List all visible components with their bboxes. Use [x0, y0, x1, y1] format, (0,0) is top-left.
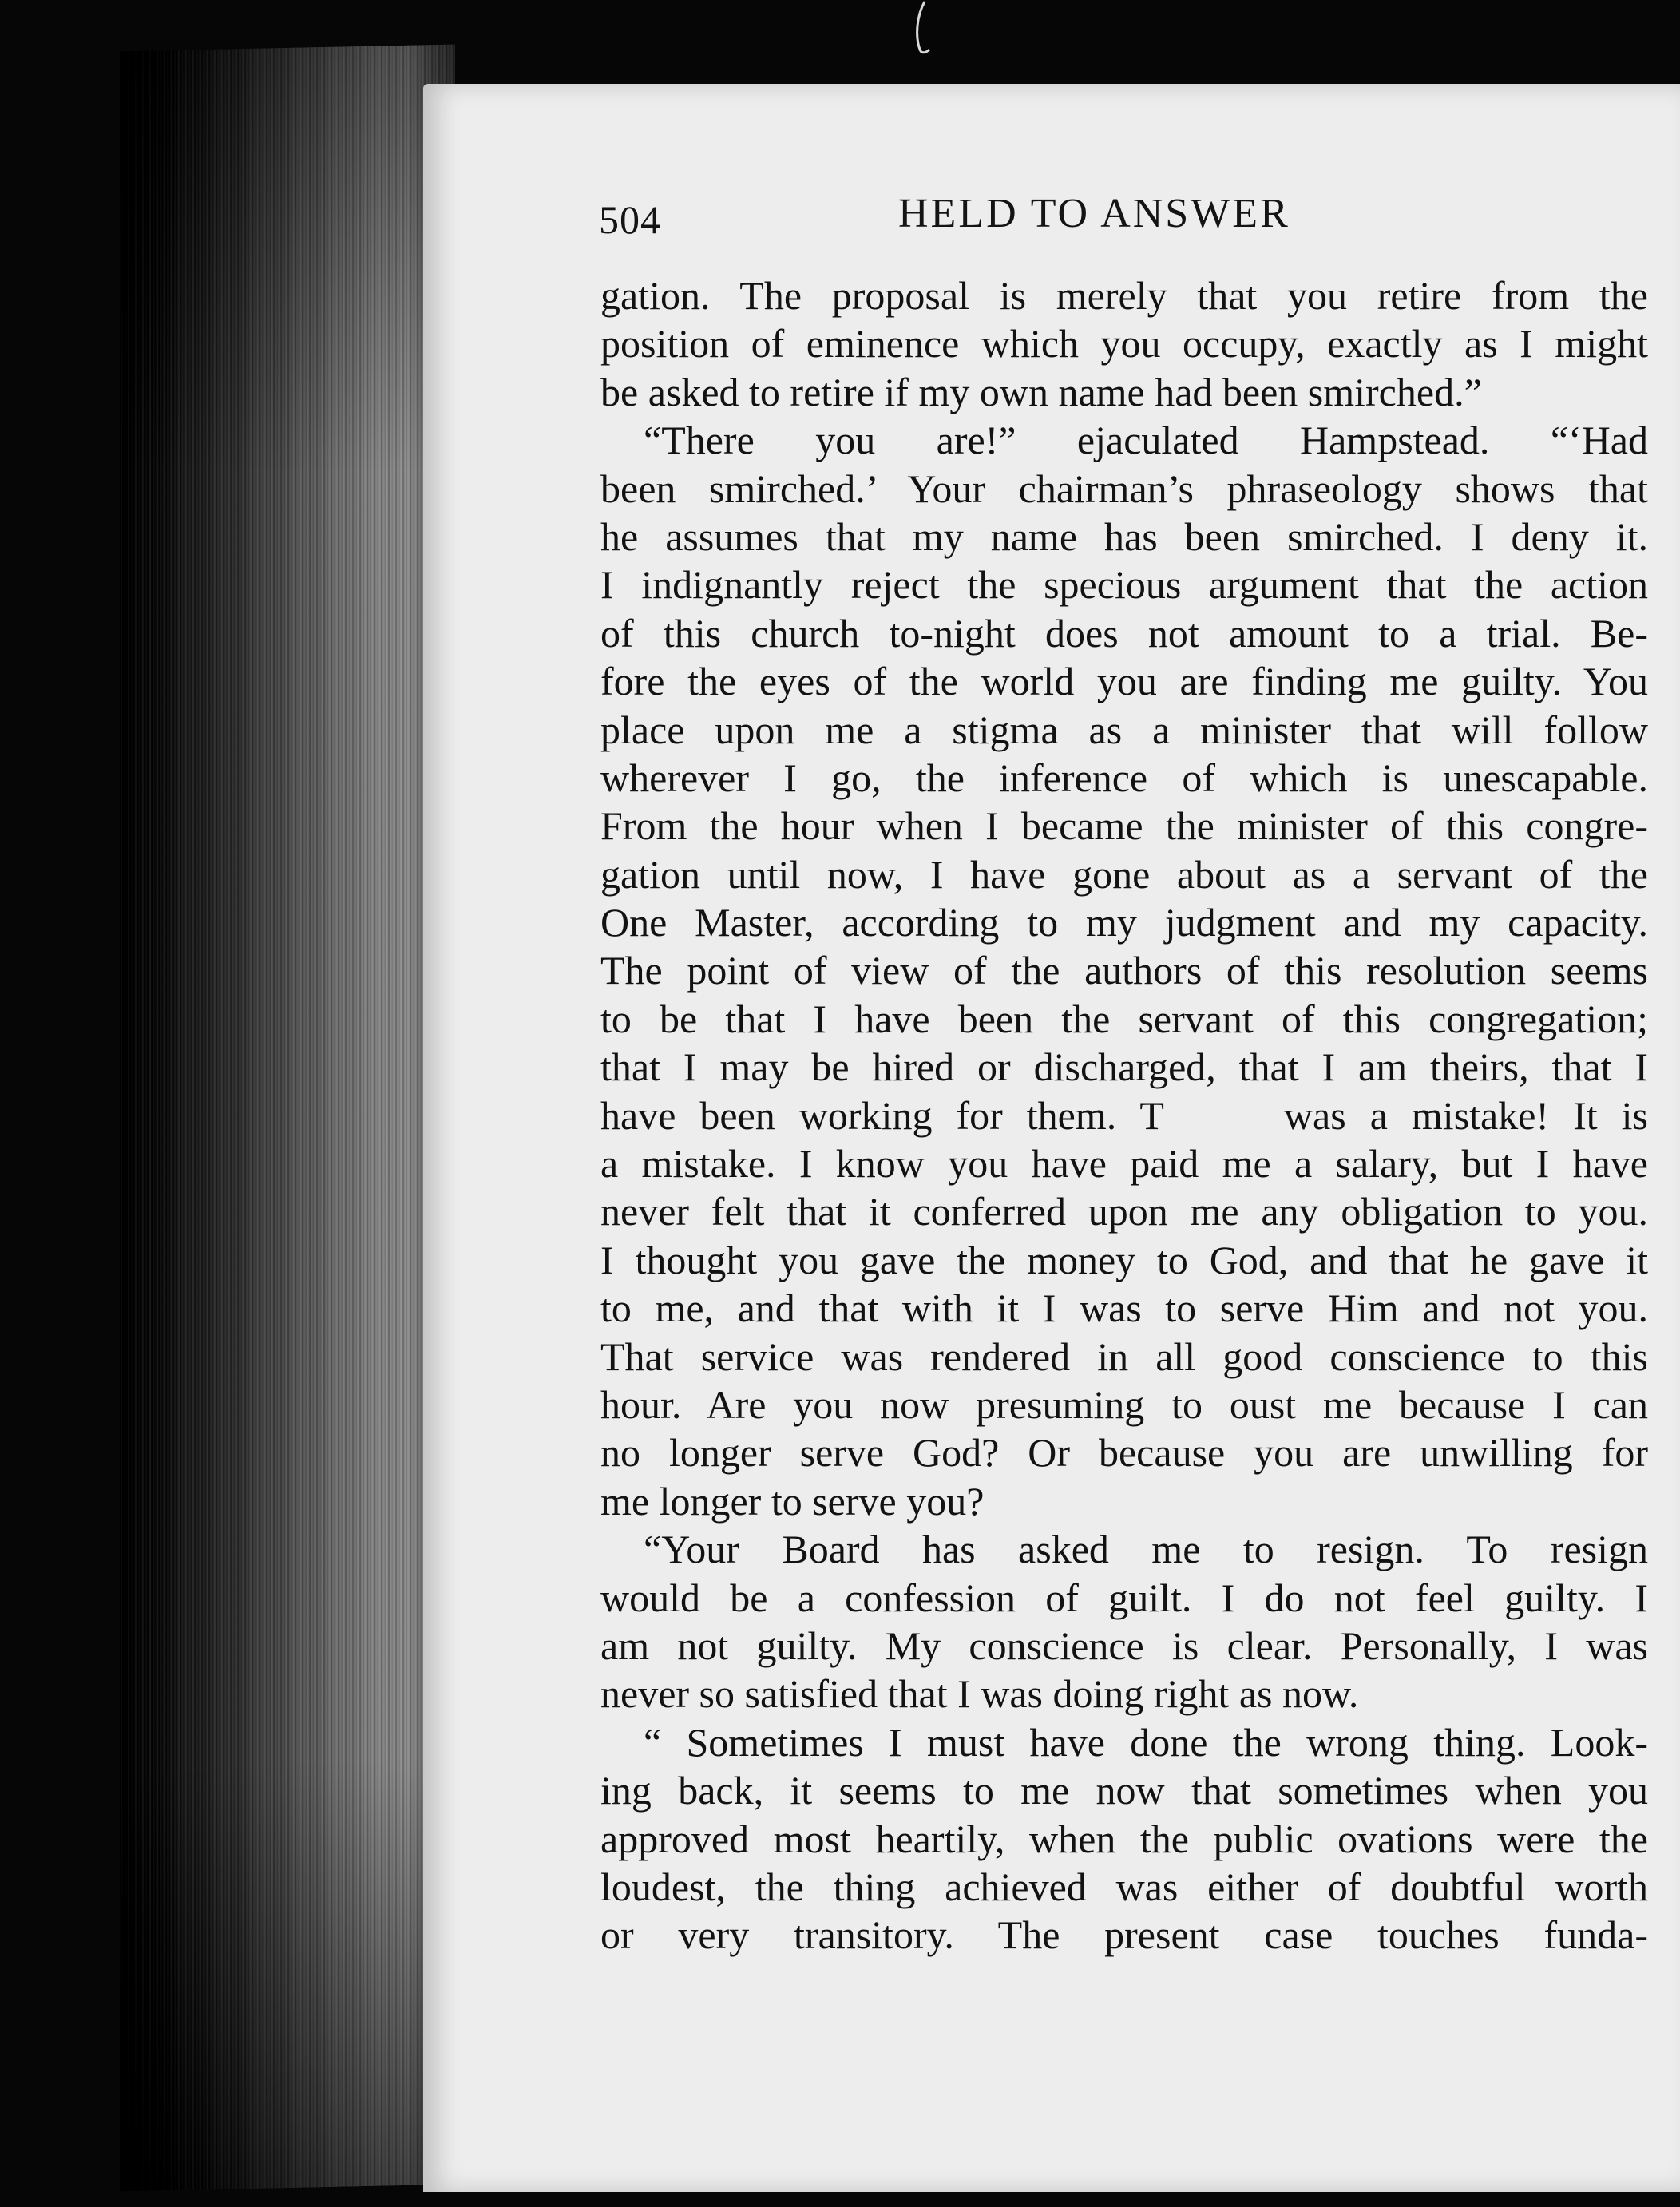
- text-line: to me, and that with it I was to serve Him and not you.: [600, 1286, 1648, 1331]
- text-line: have been working for them. T was a mistake! It is: [600, 1092, 1648, 1138]
- text-line: gation until now, I have gone about as a servant of the: [600, 851, 1648, 897]
- text-line: approved most heartily, when the public ovations were the: [600, 1816, 1648, 1861]
- text-line: loudest, the thing achieved was either of doubtful worth: [600, 1864, 1648, 1909]
- text-line: position of eminence which you occupy, exactly as I might: [600, 321, 1648, 367]
- text-line: That service was rendered in all good conscience to this: [600, 1333, 1648, 1379]
- text-line: wherever I go, the inference of which is unescapable.: [600, 755, 1648, 800]
- page-header: [599, 190, 1477, 246]
- text-line: no longer serve God? Or because you are unwilling for: [600, 1430, 1648, 1476]
- text-line: or very transitory. The present case touches funda-: [600, 1912, 1648, 1958]
- text-line: never felt that it conferred upon me any obligation to you.: [600, 1189, 1648, 1234]
- text-line: been smirched.’ Your chairman’s phraseology shows that: [600, 466, 1648, 511]
- text-line: would be a confession of guilt. I do not feel guilty. I: [600, 1575, 1648, 1620]
- page-number: 504: [599, 197, 661, 242]
- text-line: am not guilty. My conscience is clear. Personally, I was: [600, 1623, 1648, 1668]
- text-line: never so satisfied that I was doing right as now.: [600, 1671, 1359, 1717]
- text-line: I indignantly reject the specious argument that the action: [600, 562, 1648, 608]
- text-line: fore the eyes of the world you are finding me guilty. You: [600, 659, 1648, 704]
- pen-mark: [910, 0, 934, 64]
- text-line: be asked to retire if my own name had been smirched.”: [600, 369, 1482, 414]
- text-line: I thought you gave the money to God, and that he gave it: [600, 1237, 1648, 1282]
- text-line: hour. Are you now presuming to oust me because I can: [600, 1381, 1648, 1427]
- text-line: The point of view of the authors of this resolution seems: [600, 948, 1648, 993]
- text-line: me longer to serve you?: [600, 1478, 985, 1524]
- text-line: gation. The proposal is merely that you retire from the: [600, 273, 1648, 318]
- body-text: [600, 271, 1648, 1959]
- text-line: place upon me a stigma as a minister that will follow: [600, 707, 1648, 752]
- text-line: that I may be hired or discharged, that I am theirs, that I: [600, 1044, 1648, 1090]
- text-line: of this church to-night does not amount to a trial. Be-: [600, 610, 1648, 656]
- text-line: From the hour when I became the minister of this congre-: [600, 803, 1648, 849]
- text-line: he assumes that my name has been smirched. I deny it.: [600, 513, 1648, 559]
- running-head: HELD TO ANSWER: [898, 191, 1290, 236]
- text-line: One Master, according to my judgment and my capacity.: [600, 900, 1648, 945]
- text-line: “ Sometimes I must have done the wrong thing. Look-: [644, 1719, 1648, 1765]
- text-line: to be that I have been the servant of this congregation;: [600, 996, 1648, 1041]
- book-fore-edge: [120, 45, 455, 2192]
- text-line: “There you are!” ejaculated Hampstead. “‘Had: [644, 418, 1648, 463]
- text-line: “Your Board has asked me to resign. To resign: [644, 1527, 1648, 1572]
- text-line: ing back, it seems to me now that sometimes when you: [600, 1768, 1648, 1813]
- text-line: a mistake. I know you have paid me a salary, but I have: [600, 1141, 1648, 1187]
